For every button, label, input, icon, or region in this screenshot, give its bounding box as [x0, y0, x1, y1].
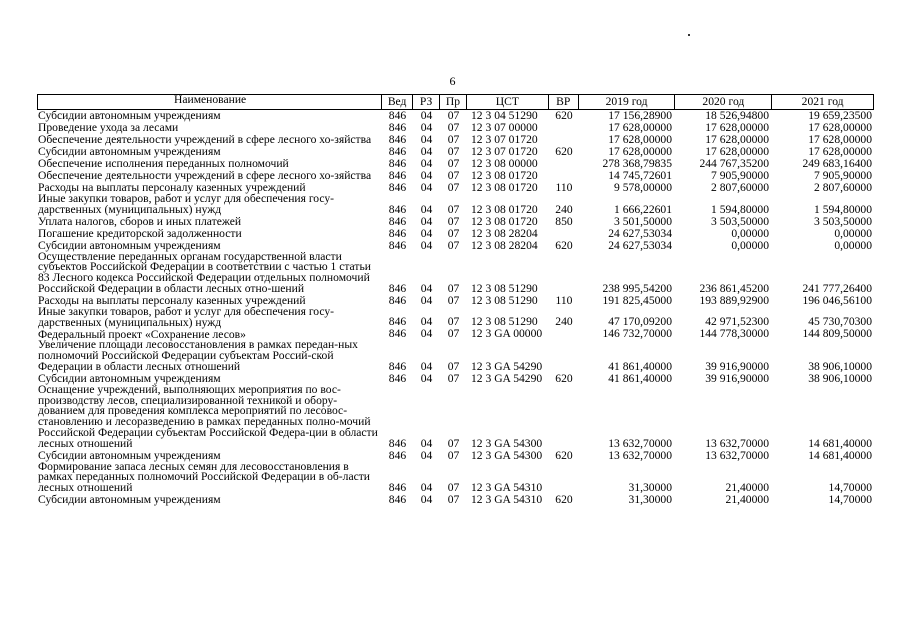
cell-name: Расходы на выплаты персоналу казенных учреждений — [38, 181, 306, 195]
cell-rz: 04 — [420, 315, 433, 329]
cell-pr: 07 — [447, 448, 460, 462]
cell-y2021: 19 659,23500 — [808, 109, 872, 122]
cell-y2020: 18 526,94800 — [705, 109, 769, 122]
cell-pr: 07 — [447, 492, 460, 506]
header-name: Наименование — [38, 95, 382, 109]
cell-pr: 07 — [447, 133, 460, 146]
cell-name: Субсидии автономным учреждениям — [38, 448, 221, 462]
cell-cst: 12 3 07 00000 — [471, 121, 538, 134]
table-row — [37, 194, 874, 216]
cell-rz: 04 — [420, 492, 433, 506]
cell-y2020: 2 807,60000 — [711, 181, 769, 194]
header-ved: Вед — [382, 95, 413, 109]
cell-vr: 620 — [555, 492, 573, 506]
cell-name: Субсидии автономным учреждениям — [38, 109, 221, 123]
table-row — [37, 216, 874, 228]
cell-ved: 846 — [388, 480, 407, 494]
cell-pr: 07 — [447, 480, 460, 494]
cell-cst: 12 3 04 51290 — [471, 109, 538, 122]
cell-ved: 846 — [388, 109, 407, 122]
cell-y2021: 241 777,26400 — [802, 281, 872, 295]
cell-pr: 07 — [447, 121, 460, 134]
header-2019: 2019 год — [579, 95, 676, 109]
cell-y2020: 13 632,70000 — [705, 448, 769, 462]
cell-pr: 07 — [447, 169, 460, 182]
header-vr: ВР — [549, 95, 579, 109]
cell-y2019: 47 170,09200 — [608, 315, 672, 329]
cell-cst: 12 3 07 01720 — [471, 133, 538, 146]
cell-vr: 240 — [555, 315, 573, 329]
cell-pr: 07 — [447, 214, 460, 228]
cell-ved: 846 — [388, 436, 407, 450]
cell-vr: 620 — [555, 371, 573, 385]
cell-pr: 07 — [447, 226, 460, 240]
cell-y2019: 191 825,45000 — [602, 293, 672, 307]
cell-rz: 04 — [420, 327, 433, 341]
cell-rz: 04 — [420, 169, 433, 182]
cell-cst: 12 3 GA 54300 — [471, 436, 543, 450]
cell-rz: 04 — [420, 145, 433, 158]
cell-y2019: 278 368,79835 — [602, 157, 672, 170]
cell-y2020: 39 916,90000 — [705, 359, 769, 373]
cell-cst: 12 3 08 51290 — [471, 315, 538, 329]
cell-vr: 620 — [555, 145, 573, 158]
cell-pr: 07 — [447, 371, 460, 385]
cell-y2020: 236 861,45200 — [699, 281, 769, 295]
cell-rz: 04 — [420, 181, 433, 194]
cell-y2019: 31,30000 — [628, 480, 672, 494]
cell-ved: 846 — [388, 121, 407, 134]
cell-vr: 620 — [555, 238, 573, 252]
cell-y2020: 17 628,00000 — [705, 121, 769, 134]
cell-cst: 12 3 08 01720 — [471, 169, 538, 182]
cell-vr: 240 — [555, 202, 573, 216]
cell-name: Субсидии автономным учреждениям — [38, 371, 221, 385]
cell-name: Федеральный проект «Сохранение лесов» — [38, 327, 246, 341]
cell-name: Обеспечение деятельности учреждений в сфере лесного хо-зяйства — [38, 133, 372, 147]
cell-cst: 12 3 08 51290 — [471, 293, 538, 307]
cell-name: Субсидии автономным учреждениям — [38, 238, 221, 252]
cell-ved: 846 — [388, 181, 407, 194]
cell-pr: 07 — [447, 293, 460, 307]
cell-cst: 12 3 GA 54290 — [471, 371, 543, 385]
cell-y2020: 0,00000 — [731, 226, 769, 240]
header-2020: 2020 год — [675, 95, 772, 109]
cell-pr: 07 — [447, 436, 460, 450]
cell-y2019: 24 627,53034 — [608, 226, 672, 240]
cell-y2019: 17 628,00000 — [608, 121, 672, 134]
cell-cst: 12 3 08 01720 — [471, 202, 538, 216]
cell-ved: 846 — [388, 315, 407, 329]
cell-y2020: 144 778,30000 — [699, 327, 769, 341]
cell-y2019: 13 632,70000 — [608, 448, 672, 462]
cell-y2019: 41 861,40000 — [608, 359, 672, 373]
cell-cst: 12 3 GA 54310 — [471, 480, 543, 494]
cell-cst: 12 3 08 28204 — [471, 238, 538, 252]
cell-pr: 07 — [447, 281, 460, 295]
cell-cst: 12 3 GA 54310 — [471, 492, 543, 506]
cell-y2021: 14,70000 — [828, 480, 872, 494]
cell-name: Иные закупки товаров, работ и услуг для обеспечения госу-дарственных (муниципальных) нужд — [38, 304, 335, 329]
cell-y2020: 42 971,52300 — [705, 315, 769, 329]
cell-y2019: 41 861,40000 — [608, 371, 672, 385]
cell-y2021: 45 730,70300 — [808, 315, 872, 329]
table-row — [37, 382, 874, 450]
cell-ved: 846 — [388, 169, 407, 182]
cell-name: Обеспечение исполнения переданных полномочий — [38, 157, 289, 171]
table-row — [37, 459, 874, 495]
cell-name: Проведение ухода за лесами — [38, 121, 179, 135]
cell-y2019: 238 995,54200 — [602, 281, 672, 295]
cell-pr: 07 — [447, 157, 460, 170]
cell-rz: 04 — [420, 480, 433, 494]
cell-pr: 07 — [447, 145, 460, 158]
cell-pr: 07 — [447, 359, 460, 373]
cell-ved: 846 — [388, 214, 407, 228]
cell-vr: 110 — [555, 293, 573, 307]
cell-y2019: 14 745,72601 — [608, 169, 672, 182]
cell-y2020: 7 905,90000 — [711, 169, 769, 182]
cell-rz: 04 — [420, 121, 433, 134]
cell-rz: 04 — [420, 371, 433, 385]
cell-vr: 850 — [555, 214, 573, 228]
cell-y2020: 39 916,90000 — [705, 371, 769, 385]
cell-rz: 04 — [420, 359, 433, 373]
cell-name: Субсидии автономным учреждениям — [38, 493, 221, 507]
cell-y2021: 1 594,80000 — [814, 202, 872, 216]
cell-rz: 04 — [420, 157, 433, 170]
cell-y2020: 244 767,35200 — [699, 157, 769, 170]
cell-y2019: 17 628,00000 — [608, 133, 672, 146]
cell-cst: 12 3 07 01720 — [471, 145, 538, 158]
cell-cst: 12 3 08 00000 — [471, 157, 538, 170]
cell-ved: 846 — [388, 226, 407, 240]
cell-cst: 12 3 GA 54290 — [471, 359, 543, 373]
table-row — [37, 228, 874, 240]
cell-rz: 04 — [420, 133, 433, 146]
cell-y2020: 3 503,50000 — [711, 214, 769, 228]
cell-y2021: 14,70000 — [828, 492, 872, 506]
cell-y2021: 2 807,60000 — [814, 181, 872, 194]
page-number: 6 — [449, 74, 456, 88]
cell-ved: 846 — [388, 238, 407, 252]
cell-rz: 04 — [420, 436, 433, 450]
header-2021: 2021 год — [801, 95, 844, 108]
cell-y2019: 17 628,00000 — [608, 145, 672, 158]
cell-pr: 07 — [447, 109, 460, 122]
cell-name: Формирование запаса лесных семян для лесовосстановления в рамках переданных полномочий Российской Федерации в об-ласти лесных отношений — [38, 459, 371, 495]
cell-cst: 12 3 GA 00000 — [471, 327, 543, 341]
cell-name: Субсидии автономным учреждениям — [38, 145, 221, 159]
cell-y2020: 17 628,00000 — [705, 145, 769, 158]
cell-y2021: 38 906,10000 — [808, 371, 872, 385]
header-pr: Пр — [440, 95, 467, 109]
cell-y2021: 3 503,50000 — [814, 214, 872, 228]
cell-y2021: 7 905,90000 — [814, 169, 872, 182]
cell-y2019: 31,30000 — [628, 492, 672, 506]
table-row — [37, 304, 874, 329]
cell-y2020: 1 594,80000 — [711, 202, 769, 216]
header-cst: ЦСТ — [467, 95, 549, 109]
cell-rz: 04 — [420, 238, 433, 252]
cell-ved: 846 — [388, 371, 407, 385]
cell-y2021: 14 681,40000 — [808, 448, 872, 462]
cell-name: Расходы на выплаты персоналу казенных учреждений — [38, 293, 306, 307]
cell-y2021: 0,00000 — [834, 238, 872, 252]
cell-rz: 04 — [420, 214, 433, 228]
cell-y2020: 13 632,70000 — [705, 436, 769, 450]
budget-table — [37, 94, 874, 506]
cell-name: Обеспечение деятельности учреждений в сфере лесного хо-зяйства — [38, 169, 372, 183]
cell-vr: 620 — [555, 109, 573, 122]
cell-rz: 04 — [420, 109, 433, 122]
cell-ved: 846 — [388, 145, 407, 158]
cell-y2019: 17 156,28900 — [608, 109, 672, 122]
cell-vr: 620 — [555, 448, 573, 462]
cell-y2020: 193 889,92900 — [699, 293, 769, 307]
header-rz: РЗ — [413, 95, 440, 109]
cell-ved: 846 — [388, 359, 407, 373]
cell-rz: 04 — [420, 281, 433, 295]
cell-y2020: 17 628,00000 — [705, 133, 769, 146]
cell-ved: 846 — [388, 327, 407, 341]
cell-pr: 07 — [447, 202, 460, 216]
cell-y2021: 14 681,40000 — [808, 436, 872, 450]
cell-y2021: 196 046,56100 — [802, 293, 872, 307]
cell-pr: 07 — [447, 238, 460, 252]
cell-vr: 110 — [555, 181, 573, 194]
cell-ved: 846 — [388, 293, 407, 307]
cell-cst: 12 3 08 01720 — [471, 181, 538, 194]
cell-cst: 12 3 08 01720 — [471, 214, 538, 228]
cell-y2021: 17 628,00000 — [808, 133, 872, 146]
cell-ved: 846 — [388, 448, 407, 462]
cell-y2019: 146 732,70000 — [602, 327, 672, 341]
cell-rz: 04 — [420, 226, 433, 240]
cell-name: Оснащение учреждений, выполняющих мероприятия по вос-производству лесов, специализированной техникой и обору-дованием для проведения комплекса мероприятий по лесовос-становлению и лесоразведению в рамках переданных полно-мочий Российской Федерации субъектам Российской Федера-ции в области лесных отношений — [38, 382, 378, 450]
table-row — [37, 494, 874, 506]
scan-speck — [688, 34, 690, 36]
cell-y2021: 17 628,00000 — [808, 121, 872, 134]
cell-y2019: 1 666,22601 — [614, 202, 672, 216]
cell-name: Погашение кредиторской задолженности — [38, 226, 242, 240]
cell-name: Иные закупки товаров, работ и услуг для обеспечения госу-дарственных (муниципальных) нужд — [38, 192, 335, 216]
cell-y2021: 17 628,00000 — [808, 145, 872, 158]
table-body — [37, 110, 874, 506]
cell-y2019: 24 627,53034 — [608, 238, 672, 252]
cell-y2021: 0,00000 — [834, 226, 872, 240]
cell-rz: 04 — [420, 202, 433, 216]
cell-ved: 846 — [388, 133, 407, 146]
cell-y2021: 144 809,50000 — [802, 327, 872, 341]
cell-rz: 04 — [420, 293, 433, 307]
cell-ved: 846 — [388, 281, 407, 295]
cell-name: Осуществление переданных органам государственной власти субъектов Российской Федерации в соответствии с частью 1 статьи 83 Лесного кодекса Российской Федерации отдельных полномочий Российской Федерации в области лесных отно-шений — [38, 249, 371, 295]
cell-pr: 07 — [447, 315, 460, 329]
table-row — [37, 249, 874, 295]
cell-ved: 846 — [388, 492, 407, 506]
table-row — [37, 340, 874, 372]
table-header — [37, 94, 874, 110]
cell-y2019: 3 501,50000 — [614, 214, 672, 228]
cell-y2021: 249 683,16400 — [802, 157, 872, 170]
cell-name: Увеличение площади лесовосстановления в рамках передан-ных полномочий Российской Федерации субъектам Россий-ской Федерации в области лесных отношений — [38, 338, 358, 373]
cell-rz: 04 — [420, 448, 433, 462]
cell-y2019: 13 632,70000 — [608, 436, 672, 450]
cell-name: Уплата налогов, сборов и иных платежей — [38, 214, 242, 228]
cell-y2020: 21,40000 — [725, 492, 769, 506]
cell-cst: 12 3 GA 54300 — [471, 448, 543, 462]
cell-ved: 846 — [388, 157, 407, 170]
cell-cst: 12 3 08 28204 — [471, 226, 538, 240]
cell-ved: 846 — [388, 202, 407, 216]
cell-pr: 07 — [447, 327, 460, 341]
cell-y2020: 21,40000 — [725, 480, 769, 494]
cell-y2019: 9 578,00000 — [614, 181, 672, 194]
cell-y2020: 0,00000 — [731, 238, 769, 252]
cell-y2021: 38 906,10000 — [808, 359, 872, 373]
cell-pr: 07 — [447, 181, 460, 194]
cell-cst: 12 3 08 51290 — [471, 281, 538, 295]
